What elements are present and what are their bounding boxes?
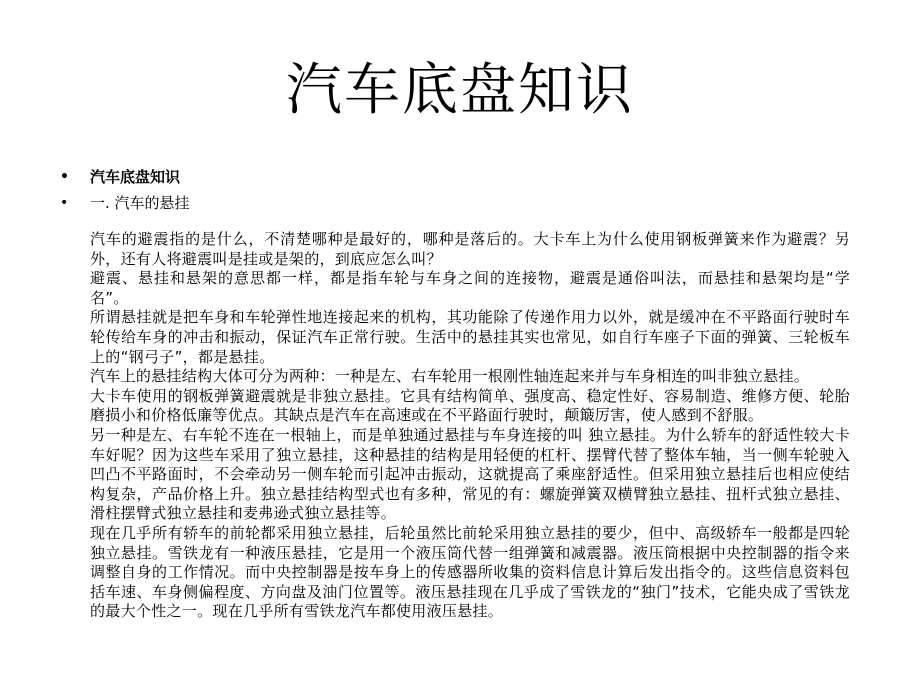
body-text (90, 230, 850, 622)
paragraph: 另一种是左、右车轮不连在一根轴上，而是单独通过悬挂与车身连接的叫 独立悬挂。为什么轿车的舒适性较大卡车好呢？因为这些车采用了独立悬挂，这种悬挂的结构是用轻便的杠杆、摆臂代替了整体车轴，当一侧车轮驶入凹凸不平路面时，不会牵动另一侧车轮而引起冲击振动，这就提高了乘座舒适性。但采用独立悬挂后也相应使结构复杂，产品价格上升。独立悬挂结构型式也有多种，常见的有：螺旋弹簧双横臂独立悬挂、扭杆式独立悬挂、滑柱摆臂式独立悬挂和麦弗逊式独立悬挂等。 (90, 425, 850, 523)
bullet-list (58, 164, 858, 216)
bullet-item-chassis (58, 164, 858, 190)
bullet-dot-icon: • (60, 195, 69, 211)
paragraph: 汽车上的悬挂结构大体可分为两种：一种是左、右车轮用一根刚性轴连起来并与车身相连的叫非独立悬挂。 (90, 367, 810, 386)
paragraph: 大卡车使用的钢板弹簧避震就是非独立悬挂。它具有结构简单、强度高、稳定性好、容易制造、维修方便、轮胎磨损小和价格低廉等优点。其缺点是汽车在高速或在不平路面行驶时，颠簸厉害，使人感到不舒服。 (90, 386, 850, 425)
bullet-text: 一. 汽车的悬挂 (90, 194, 190, 212)
bullet-text: 汽车底盘知识 (90, 168, 181, 186)
paragraph: 现在几乎所有轿车的前轮都采用独立悬挂，后轮虽然比前轮采用独立悬挂的要少，但中、高级轿车一般都是四轮独立悬挂。雪铁龙有一种液压悬挂，它是用一个液压筒代替一组弹簧和减震器。液压筒根据中央控制器的指令来调整自身的工作情况。而中央控制器是按车身上的传感器所收集的资料信息计算后发出指令的。这些信息资料包括车速、车身侧偏程度、方向盘及油门位置等。液压悬挂现在几乎成了雪铁龙的“独门”技术，它能央成了雪铁龙的最大个性之一。现在几乎所有雪铁龙汽车都使用液压悬挂。 (90, 523, 850, 621)
bullet-item-suspension (58, 190, 858, 216)
paragraph: 所谓悬挂就是把车身和车轮弹性地连接起来的机构，其功能除了传递作用力以外，就是缓冲在不平路面行驶时车轮传给车身的冲击和振动，保证汽车正常行驶。生活中的悬挂其实也常见，如自行车座子下面的弹簧、三轮板车上的“钢弓子”，都是悬挂。 (90, 308, 850, 366)
paragraph: 避震、悬挂和悬架的意思都一样，都是指车轮与车身之间的连接物，避震是通俗叫法，而悬挂和悬架均是“学名”。 (90, 269, 850, 307)
paragraph: 汽车的避震指的是什么，不清楚哪种是最好的，哪种是落后的。大卡车上为什么使用钢板弹簧来作为避震？另外，还有人将避震叫是挂或是架的，到底应怎么叫？ (90, 230, 850, 268)
bullet-dot-icon: • (60, 169, 69, 185)
slide-title: 汽车底盘知识 (286, 58, 634, 123)
